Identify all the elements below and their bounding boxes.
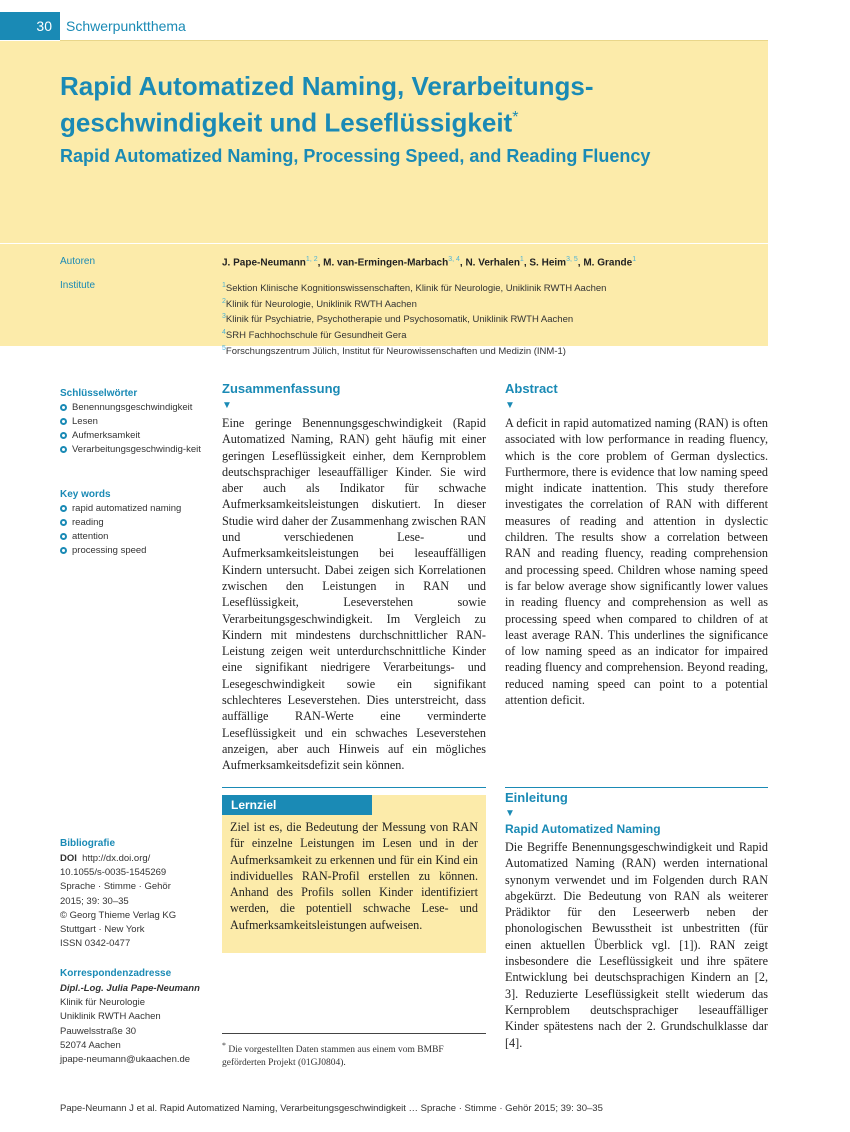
keyword-text: attention (72, 531, 109, 542)
author-name: N. Verhalen (465, 257, 520, 269)
keyword-item (60, 401, 210, 415)
abstract-text: A deficit in rapid automatized naming (RAN) is often associated with low performance in reading fluency, which is the core problem of German dyslectics. Furthermore, there is evidence that low naming speed might indicate inattention. This study therefore investigates the correlation of RAN with different measures of reading and attention in dyslectic children. The results show a correlation between RAN and reading fluency, reading comprehension and processing speed. Children whose naming speed is far below average show significantly lower values in reading fluency and comprehension as well as processing speed when compared to children of at least average RAN. This underlines the significance of low naming speed as an indicator for impaired reading fluency and comprehension. Beyond reading, reduced naming speed can point to a potential attention deficit. (505, 416, 768, 708)
institute-number: 4 (222, 328, 226, 336)
doi-label: DOI (60, 853, 77, 864)
institute-number: 1 (222, 282, 226, 289)
footnote-rule (222, 1033, 486, 1034)
title-line-2: geschwindigkeit und Leseflüssigkeit (60, 107, 513, 138)
article-title-english: Rapid Automatized Naming, Processing Speed, and Reading Fluency (60, 146, 651, 166)
author-name: M. van-Ermingen-Marbach (323, 257, 449, 269)
article-title-german (60, 70, 750, 139)
footnote-text: Die vorgestellten Daten stammen aus einem vom BMBF geförderten Projekt (01GJ0804). (222, 1045, 444, 1068)
author-affiliation: 1 (519, 256, 524, 263)
footnote-mark: * (222, 1041, 226, 1050)
address-line: 52074 Aachen (60, 1039, 121, 1051)
author-separator: , (317, 257, 324, 269)
bullet-icon (60, 519, 67, 526)
keyword-text: processing speed (72, 545, 147, 556)
author-affiliation: 1, 2 (305, 256, 318, 263)
author-separator: , (459, 257, 466, 269)
keyword-item (60, 530, 210, 544)
bullet-icon (60, 446, 67, 453)
address-line: Klinik für Neurologie (60, 997, 146, 1009)
author-name: S. Heim (529, 257, 567, 269)
keyword-item (60, 502, 210, 516)
ran-subheading: Rapid Automatized Naming (505, 822, 661, 836)
bibliography-details (60, 852, 220, 951)
keyword-item (60, 516, 210, 530)
keywords-german-heading: Schlüsselwörter (60, 388, 138, 399)
institute-list (222, 280, 606, 358)
bibliography-line: Sprache · Stimme · Gehör (60, 881, 171, 893)
keyword-text: rapid automatized naming (72, 503, 182, 514)
correspondence-heading: Korrespondenzadresse (60, 968, 172, 979)
institutes-label: Institute (60, 280, 96, 291)
bullet-icon (60, 404, 67, 411)
section-label: Schwerpunktthema (66, 18, 186, 34)
institute-number: 2 (222, 297, 226, 305)
correspondence-address (60, 982, 220, 1067)
author-affiliation: 1 (632, 256, 637, 263)
bullet-icon (60, 418, 67, 425)
address-line: jpape-neumann@ukaachen.de (60, 1054, 191, 1066)
author-list (222, 256, 636, 268)
section-rule (222, 787, 486, 788)
page-number: 30 (0, 12, 60, 40)
address-line: Pauwelsstraße 30 (60, 1025, 137, 1037)
author-name: J. Pape-Neumann (222, 257, 306, 269)
institute-item (222, 343, 606, 359)
arrow-down-icon: ▼ (222, 400, 232, 411)
bibliography-line: 10.1055/s-0035-1545269 (60, 867, 167, 879)
keywords-english-heading: Key words (60, 489, 111, 500)
abstract-heading: Abstract (505, 381, 558, 396)
authors-label: Autoren (60, 256, 96, 267)
author-name: M. Grande (583, 257, 633, 269)
institute-name: Sektion Klinische Kognitionswissenschaften, Klinik für Neurologie, Uniklinik RWTH Aachen (225, 283, 607, 295)
keyword-text: reading (72, 517, 104, 528)
institute-name: Klinik für Neurologie, Uniklinik RWTH Aachen (225, 298, 417, 310)
keyword-item (60, 443, 210, 457)
institute-item (222, 296, 606, 312)
institute-name: SRH Fachhochschule für Gesundheit Gera (225, 330, 407, 342)
institute-name: Klinik für Psychiatrie, Psychotherapie und Psychosomatik, Uniklinik RWTH Aachen (225, 314, 574, 326)
institute-item (222, 327, 606, 343)
keyword-text: Aufmerksamkeit (72, 430, 141, 441)
bibliography-line: Stuttgart · New York (60, 924, 145, 936)
bibliography-heading: Bibliografie (60, 838, 116, 849)
einleitung-heading: Einleitung (505, 790, 568, 805)
keyword-item (60, 415, 210, 429)
bullet-icon (60, 432, 67, 439)
author-affiliation: 3, 5 (566, 256, 578, 263)
institute-number: 5 (222, 344, 226, 352)
lernziel-text: Ziel ist es, die Bedeutung der Messung von RAN für einzelne Leistungen im Lesen und in der Aufmerksamkeit zu erkennen und für ein Kind ein individuelles RAN-Profil erstellen zu können. Anhand des Profils sollen Kinder identifiziert werden, die potentiell schwache Lese- und Aufmerksamkeitsleistungen aufweisen. (230, 820, 478, 932)
bullet-icon (60, 547, 67, 554)
institute-number: 3 (222, 313, 226, 321)
bullet-icon (60, 533, 67, 540)
bullet-icon (60, 505, 67, 512)
keyword-text: Verarbeitungsgeschwindig-keit (72, 444, 201, 455)
bibliography-line: ISSN 0342-0477 (60, 938, 131, 950)
footnote (222, 1040, 486, 1069)
keywords-english-list (60, 502, 210, 558)
arrow-down-icon: ▼ (505, 808, 515, 819)
bibliography-line: © Georg Thieme Verlag KG (60, 909, 177, 921)
zusammenfassung-text: Eine geringe Benennungsgeschwindigkeit (Rapid Automatized Naming, RAN) geht häufig mit einer geringen Leseflüssigkeit einher, dem Kernproblem deutschsprachiger leseauffälliger Kinder. Sie wird aber auch als Indikator für schwache Aufmerksamkeitsleistungen diskutiert. In dieser Studie wird daher der Zusammenhang zwischen RAN und verschiedenen Lese- und Aufmerksamkeitsleistungen bei leseauffälligen Kindern untersucht. Dabei zeigen sich Korrelationen zwischen den Leistungen in RAN und Leseflüssigkeit, Leseverstehen sowie Verarbeitungsgeschwindigkeit. Im Vergleich zu Kindern mit mindestens durchschnittlicher RAN-Leistung zeigen weit unterdurchschnittliche Kinder eine signifikant niedrigere Verarbeitungs- und Lesegeschwindigkeit sowie ein signifikant schlechteres Leseverstehen. Dies unterstreicht, dass auffällige RAN-Werte eine verminderte Leseflüssigkeit und ein schwaches Leseverstehen anzeigen, aber auch Hinweis auf ein mögliches Aufmerksamkeitsdefizit sein können. (222, 416, 486, 773)
correspondence-name: Dipl.-Log. Julia Pape-Neumann (60, 983, 200, 994)
running-footer: Pape-Neumann J et al. Rapid Automatized Naming, Verarbeitungsgeschwindigkeit … Sprache · Stimme · Gehör 2015; 39: 30–35 (60, 1103, 603, 1114)
einleitung-text: Die Begriffe Benennungsgeschwindigkeit und Rapid Automatized Naming (RAN) werden international synonym verwendet und im Folgenden durch RAN abgekürzt. Die Bedeutung von RAN als weiterer Prädiktor für den Leseerwerb neben der phonologischen Bewusstheit ist unbestritten (für einen aktuellen Überblick vgl. [1]). RAN zeigt insbesondere die Leseflüssigkeit und ihre spätere Entwicklung bei deutschsprachigen Kindern an [2, 3]. Reduzierte Leseflüssigkeit stellt wiederum das Kernproblem deutschsprachiger leseauffälliger Kinder spätestens nach der 2. Grundschulklasse dar [4]. (505, 840, 768, 1050)
institute-name: Forschungszentrum Jülich, Institut für Neurowissenschaften und Medizin (INM-1) (225, 345, 566, 357)
institute-item (222, 311, 606, 327)
keywords-german-list (60, 401, 210, 457)
zusammenfassung-heading: Zusammenfassung (222, 381, 341, 396)
arrow-down-icon: ▼ (505, 400, 515, 411)
keyword-text: Lesen (72, 416, 98, 427)
section-rule (505, 787, 768, 788)
lernziel-heading: Lernziel (222, 795, 372, 815)
author-separator: , (523, 257, 530, 269)
author-separator: , (577, 257, 584, 269)
keyword-item (60, 544, 210, 558)
keyword-item (60, 429, 210, 443)
title-line-1: Rapid Automatized Naming, Verarbeitungs- (60, 71, 594, 101)
institute-item (222, 280, 606, 296)
bibliography-line: 2015; 39: 30–35 (60, 895, 129, 907)
address-line: Uniklinik RWTH Aachen (60, 1011, 161, 1023)
keyword-text: Benennungsgeschwindigkeit (72, 402, 193, 413)
title-footnote-mark: * (512, 109, 519, 126)
author-affiliation: 3, 4 (448, 256, 460, 263)
doi-url[interactable]: http://dx.doi.org/ (82, 853, 151, 864)
